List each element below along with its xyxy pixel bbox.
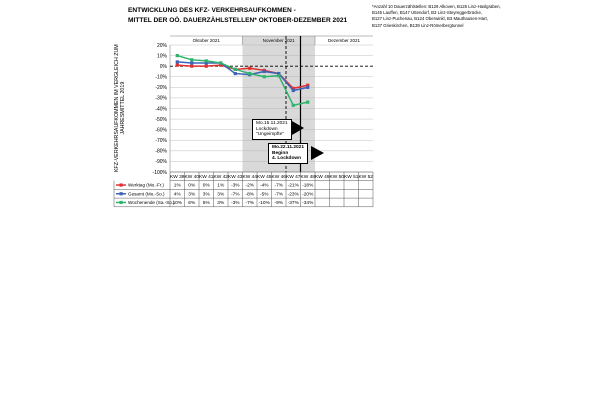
data-label: -23% bbox=[287, 192, 299, 198]
data-point bbox=[248, 67, 251, 70]
chart-title-line-2: MITTEL DER OÖ. DAUERZÄHLSTELLEN* OKTOBER-DEZEMBER 2021 bbox=[128, 17, 348, 24]
data-point bbox=[306, 101, 309, 104]
data-point bbox=[219, 61, 222, 64]
legend-entry: Gesamt (Mo.-So.) bbox=[128, 191, 165, 197]
data-point bbox=[292, 89, 295, 92]
legend-marker bbox=[120, 183, 123, 186]
data-label: 4% bbox=[173, 192, 181, 198]
annotation-line: "Ungeimpfte" bbox=[256, 132, 284, 138]
month-label: Oktober 2021 bbox=[192, 38, 220, 43]
data-label: -20% bbox=[302, 192, 314, 198]
y-tick-label: 10% bbox=[156, 53, 167, 60]
y-tick-label: -100% bbox=[152, 169, 167, 176]
y-tick-label: -70% bbox=[155, 138, 167, 145]
annotation-line: Lockdown bbox=[256, 126, 278, 132]
data-label: -21% bbox=[287, 183, 299, 189]
y-tick-label: -10% bbox=[155, 74, 167, 81]
x-tick-label: KW 41 bbox=[199, 175, 214, 180]
data-point bbox=[205, 59, 208, 62]
annotation-lockdown-4 bbox=[268, 143, 308, 164]
data-label: 3% bbox=[217, 201, 225, 207]
data-point bbox=[176, 54, 179, 57]
legend-marker bbox=[120, 192, 123, 195]
data-point bbox=[306, 86, 309, 89]
data-point bbox=[248, 72, 251, 75]
x-tick-label: KW 40 bbox=[184, 175, 199, 180]
y-tick-label: -40% bbox=[155, 106, 167, 113]
x-tick-label: KW 42 bbox=[213, 175, 228, 180]
data-label: 0% bbox=[202, 183, 210, 189]
data-point bbox=[263, 70, 266, 73]
legend-entry: Werktag (Mo.-Fr.) bbox=[128, 182, 164, 188]
data-point bbox=[277, 74, 280, 77]
data-label: 3% bbox=[217, 192, 225, 198]
annotation-line: Mo.15.11.2021 bbox=[256, 121, 288, 126]
x-tick-label: KW 51 bbox=[344, 175, 359, 180]
data-label: -7% bbox=[274, 183, 284, 189]
x-tick-label: KW 49 bbox=[315, 175, 330, 180]
month-label: Dezember 2021 bbox=[327, 38, 361, 43]
data-point bbox=[205, 65, 208, 68]
x-tick-label: KW 50 bbox=[329, 175, 344, 180]
footnote-line: *Anzahl 10 Dauerzählstellen: B129 Alkoven, B126 Linz-Haslgraben, bbox=[372, 4, 501, 9]
annotation-line: Mo.22.11.2021 bbox=[272, 145, 305, 150]
y-tick-label: -30% bbox=[155, 95, 167, 102]
x-tick-label: KW 43 bbox=[228, 175, 243, 180]
legend-marker bbox=[120, 201, 123, 204]
data-label: 1% bbox=[217, 183, 225, 189]
footnote-line: B127 Linz-Puchenau, B124 Oberwinkl, B3 Mauthausen-Hart, bbox=[372, 16, 488, 22]
data-label: 6% bbox=[188, 201, 196, 207]
chart-title-line-1: ENTWICKLUNG DES KFZ- VERKEHRSAUFKOMMEN - bbox=[128, 7, 296, 14]
x-tick-label: KW 45 bbox=[257, 175, 272, 180]
y-tick-label: 20% bbox=[156, 42, 167, 49]
data-label: -18% bbox=[302, 183, 314, 189]
x-tick-label: KW 39 bbox=[170, 175, 185, 180]
data-label: -2% bbox=[245, 183, 255, 189]
y-tick-label: 0% bbox=[159, 63, 167, 70]
data-point bbox=[234, 68, 237, 71]
data-point bbox=[292, 104, 295, 107]
y-tick-label: -90% bbox=[155, 159, 167, 166]
data-point bbox=[263, 75, 266, 78]
x-tick-label: KW 52 bbox=[358, 175, 373, 180]
data-label: 10% bbox=[172, 201, 183, 207]
data-label: 5% bbox=[202, 201, 210, 207]
data-label: -4% bbox=[259, 183, 269, 189]
data-label: -9% bbox=[274, 201, 284, 207]
data-label: -3% bbox=[230, 183, 240, 189]
x-tick-label: KW 47 bbox=[286, 175, 301, 180]
data-label: 3% bbox=[202, 192, 210, 198]
y-tick-label: -80% bbox=[155, 148, 167, 155]
data-label: -34% bbox=[302, 201, 314, 207]
data-label: 0% bbox=[188, 183, 196, 189]
footnote-line: B137 Grieskirchen, B139 Linz-Römerbergtunnel bbox=[372, 22, 464, 28]
data-label: -37% bbox=[287, 201, 299, 207]
y-tick-label: -50% bbox=[155, 116, 167, 123]
data-label: -7% bbox=[230, 192, 240, 198]
y-tick-label: -20% bbox=[155, 85, 167, 92]
x-tick-label: KW 46 bbox=[271, 175, 286, 180]
data-point bbox=[190, 65, 193, 68]
data-label: 1% bbox=[173, 183, 181, 189]
data-point bbox=[176, 60, 179, 63]
data-point bbox=[190, 58, 193, 61]
annotation-line: Beginn bbox=[272, 150, 289, 156]
annotation-lockdown-ungeimpfte bbox=[252, 119, 292, 140]
x-tick-label: KW 44 bbox=[242, 175, 257, 180]
data-label: 3% bbox=[188, 192, 196, 198]
y-axis-label-line-1: KFZ-VERKEHRSAUFKOMMEN IM VERGLEICH ZUM bbox=[114, 44, 120, 172]
data-label: -3% bbox=[230, 201, 240, 207]
data-point bbox=[234, 72, 237, 75]
data-label: -5% bbox=[259, 192, 269, 198]
data-point bbox=[176, 64, 179, 67]
data-label: -7% bbox=[245, 201, 255, 207]
annotation-line: 4. Lockdown bbox=[272, 156, 302, 162]
data-label: -10% bbox=[258, 201, 270, 207]
annotation-arrow bbox=[311, 146, 324, 160]
data-point bbox=[190, 61, 193, 64]
y-tick-label: -60% bbox=[155, 127, 167, 134]
legend-entry: Wochenende (Sa.-So.) bbox=[128, 200, 175, 206]
y-axis-label-line-2: JAHRESMITTEL 2019 bbox=[120, 81, 126, 135]
data-label: -8% bbox=[245, 192, 255, 198]
month-label: November 2021 bbox=[262, 38, 295, 43]
footnote-line: B145 Lauffen, B147 Uttendorf, B3 Linz-Steyreggerbrücke, bbox=[372, 10, 483, 16]
x-tick-label: KW 48 bbox=[300, 175, 315, 180]
data-label: -7% bbox=[274, 192, 284, 198]
